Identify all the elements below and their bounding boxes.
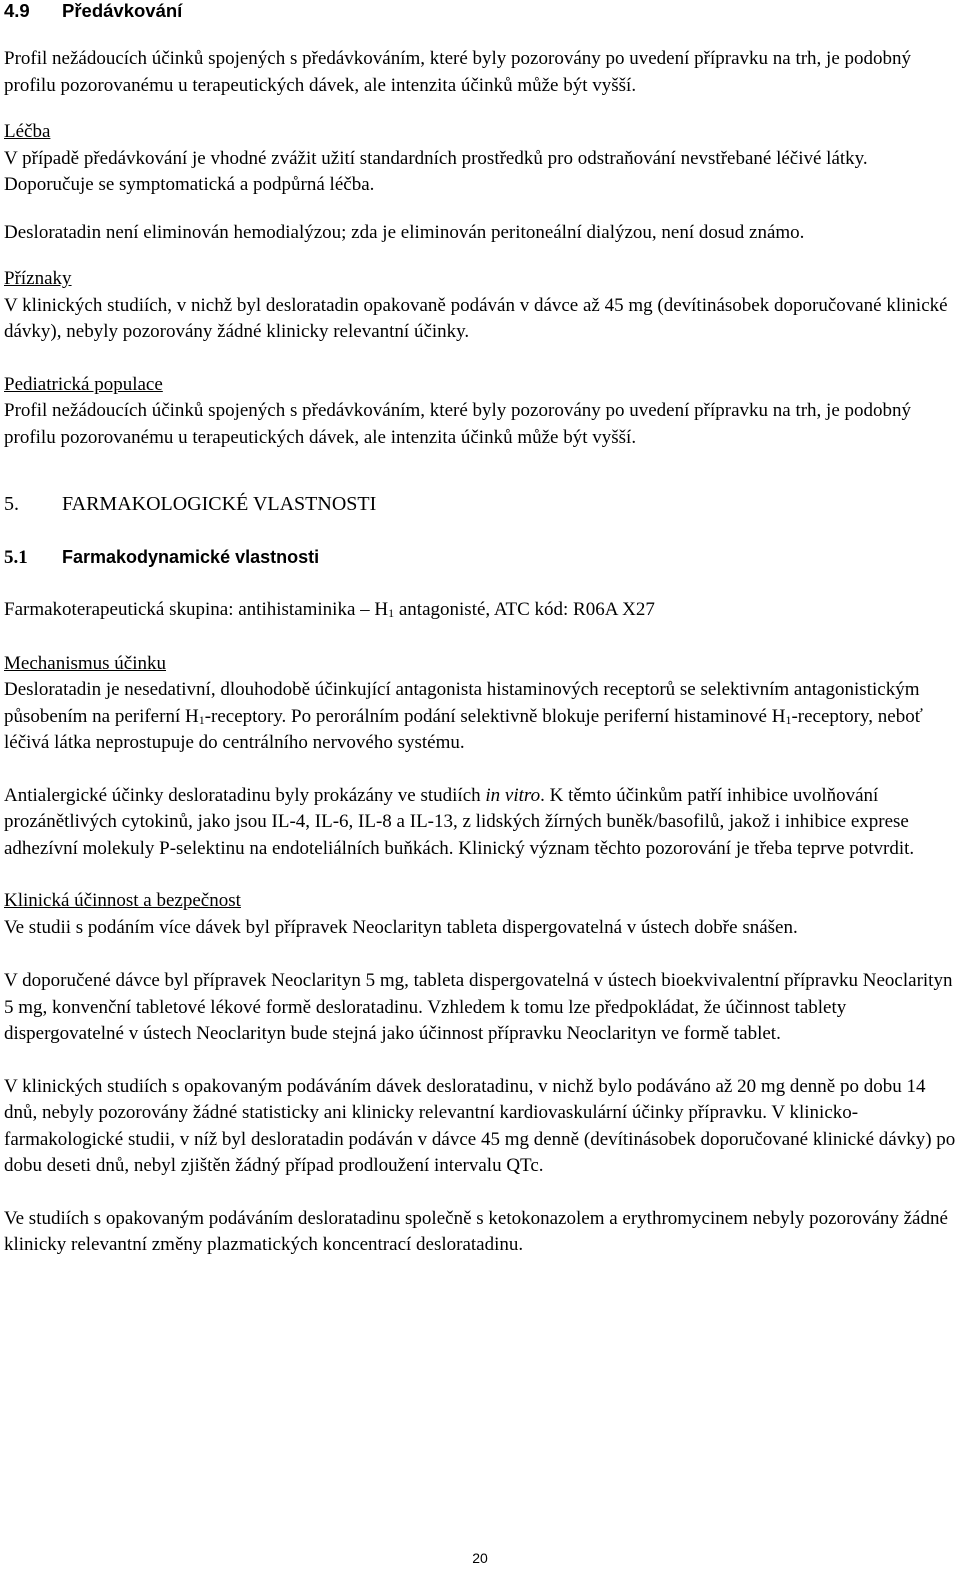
pediatric-paragraph: Profil nežádoucích účinků spojených s předávkováním, které byly pozorovány po uvedení přípravku na trh, je podobný profilu pozorovanému u terapeutických dávek, ale intenzita účinků může být vyšší. — [4, 400, 912, 448]
section-title: Farmakodynamické vlastnosti — [62, 546, 320, 567]
section-title: FARMAKOLOGICKÉ VLASTNOSTI — [62, 493, 377, 515]
antiallergic-text-b: . K těmto účinkům patří inhibice uvolňování prozánětlivých cytokinů, jako jsou IL-4, IL-6, IL-8 a IL-13, z lidských žírných buněk/basofilů, jakož i inhibice exprese adhezívní molekuly P-selektinu na endoteliálních buňkách. Klinický význam těchto pozorování je třeba teprve potvrdit. — [4, 784, 915, 859]
in-vitro-italic: in vitro — [485, 784, 541, 806]
efficacy-heading: Klinická účinnost a bezpečnost — [4, 890, 241, 911]
mechanism-subscript-2: 1 — [785, 712, 792, 727]
treatment-paragraph: V případě předávkování je vhodné zvážit užití standardních prostředků pro odstraňování nevstřebané léčivé látky. Doporučuje se symptomatická a podpůrná léčba. — [4, 147, 868, 195]
overdose-paragraph: Profil nežádoucích účinků spojených s předávkováním, které byly pozorovány po uvedení přípravku na trh, je podobný profilu pozorovanému u terapeutických dávek, ale intenzita účinků může být vyšší. — [4, 48, 912, 96]
antiallergic-text-a: Antialergické účinky desloratadinu byly prokázány ve studiích — [4, 784, 486, 806]
ketoconazole-paragraph: Ve studiích s opakovaným podáváním desloratadinu společně s ketokonazolem a erythromycinem nebyly pozorovány žádné klinicky relevantní změny plazmatických koncentrací desloratadinu. — [4, 1207, 948, 1255]
mechanism-heading: Mechanismus účinku — [4, 652, 167, 674]
efficacy-paragraph: Ve studii s podáním více dávek byl přípravek Neoclarityn tableta dispergovatelná v ústech dobře snášen. — [4, 916, 798, 938]
cardiovascular-paragraph: V klinických studiích s opakovaným podáváním dávek desloratadinu, v nichž bylo podáváno až 20 mg denně po dobu 14 dnů, nebyly pozorovány žádné statisticky ani klinicky relevantní kardiovaskulární účinky přípravku. V klinicko-farmakologické studii, v níž byl desloratadin podáván v dávce 45 mg denně (devítinásobek doporučované klinické dávky) po dobu deseti dnů, nebyl zjištěn žádný případ prodloužení intervalu QTc. — [4, 1075, 956, 1176]
section-5-1-heading — [4, 544, 956, 572]
group-text-b: antagonisté, ATC kód: R06A X27 — [394, 599, 655, 620]
mechanism-text-b: -receptory. Po perorálním podání selektivně blokuje periferní histaminové H — [204, 705, 786, 727]
group-subscript: 1 — [388, 606, 395, 620]
page-number: 20 — [472, 1550, 488, 1566]
dialysis-paragraph: Desloratadin není eliminován hemodialýzou; zda je eliminován peritoneální dialýzou, není dosud známo. — [4, 221, 805, 243]
treatment-heading: Léčba — [4, 121, 51, 142]
section-title: Předávkování — [62, 0, 183, 21]
section-number: 5.1 — [4, 546, 28, 568]
section-4-9-heading — [4, 0, 956, 22]
antiallergic-paragraph — [4, 783, 956, 863]
pediatric-heading: Pediatrická populace — [4, 373, 163, 395]
document-page — [4, 0, 956, 1259]
symptoms-paragraph: V klinických studiích, v nichž byl desloratadin opakovaně podáván v dávce až 45 mg (devítinásobek doporučované klinické dávky), nebyly pozorovány žádné klinicky relevantní účinky. — [4, 294, 948, 342]
section-5-heading — [4, 491, 956, 518]
section-number: 5. — [4, 493, 19, 515]
pharmacotherapeutic-group — [4, 597, 956, 624]
mechanism-subscript-1: 1 — [198, 712, 205, 727]
mechanism-text-a: Desloratadin je nesedativní, dlouhodobě účinkující antagonista histaminových receptorů se selektivním antagonistickým působením na periferní H — [4, 679, 920, 727]
mechanism-text-c: -receptory, neboť léčivá látka neprostupuje do centrálního nervového systému. — [4, 705, 923, 753]
symptoms-heading: Příznaky — [4, 268, 72, 289]
section-number: 4.9 — [4, 0, 30, 21]
group-text-a: Farmakoterapeutická skupina: antihistaminika – H — [4, 599, 389, 620]
bioequivalence-paragraph: V doporučené dávce byl přípravek Neoclarityn 5 mg, tableta dispergovatelná v ústech bioekvivalentní přípravku Neoclarityn 5 mg, konvenční tabletové lékové formě desloratadinu. Vzhledem k tomu lze předpokládat, že účinnost tablety dispergovatelné v ústech Neoclarityn bude stejná jako účinnost přípravku Neoclarityn ve formě tablet. — [4, 970, 953, 1044]
mechanism-paragraph — [4, 677, 956, 757]
